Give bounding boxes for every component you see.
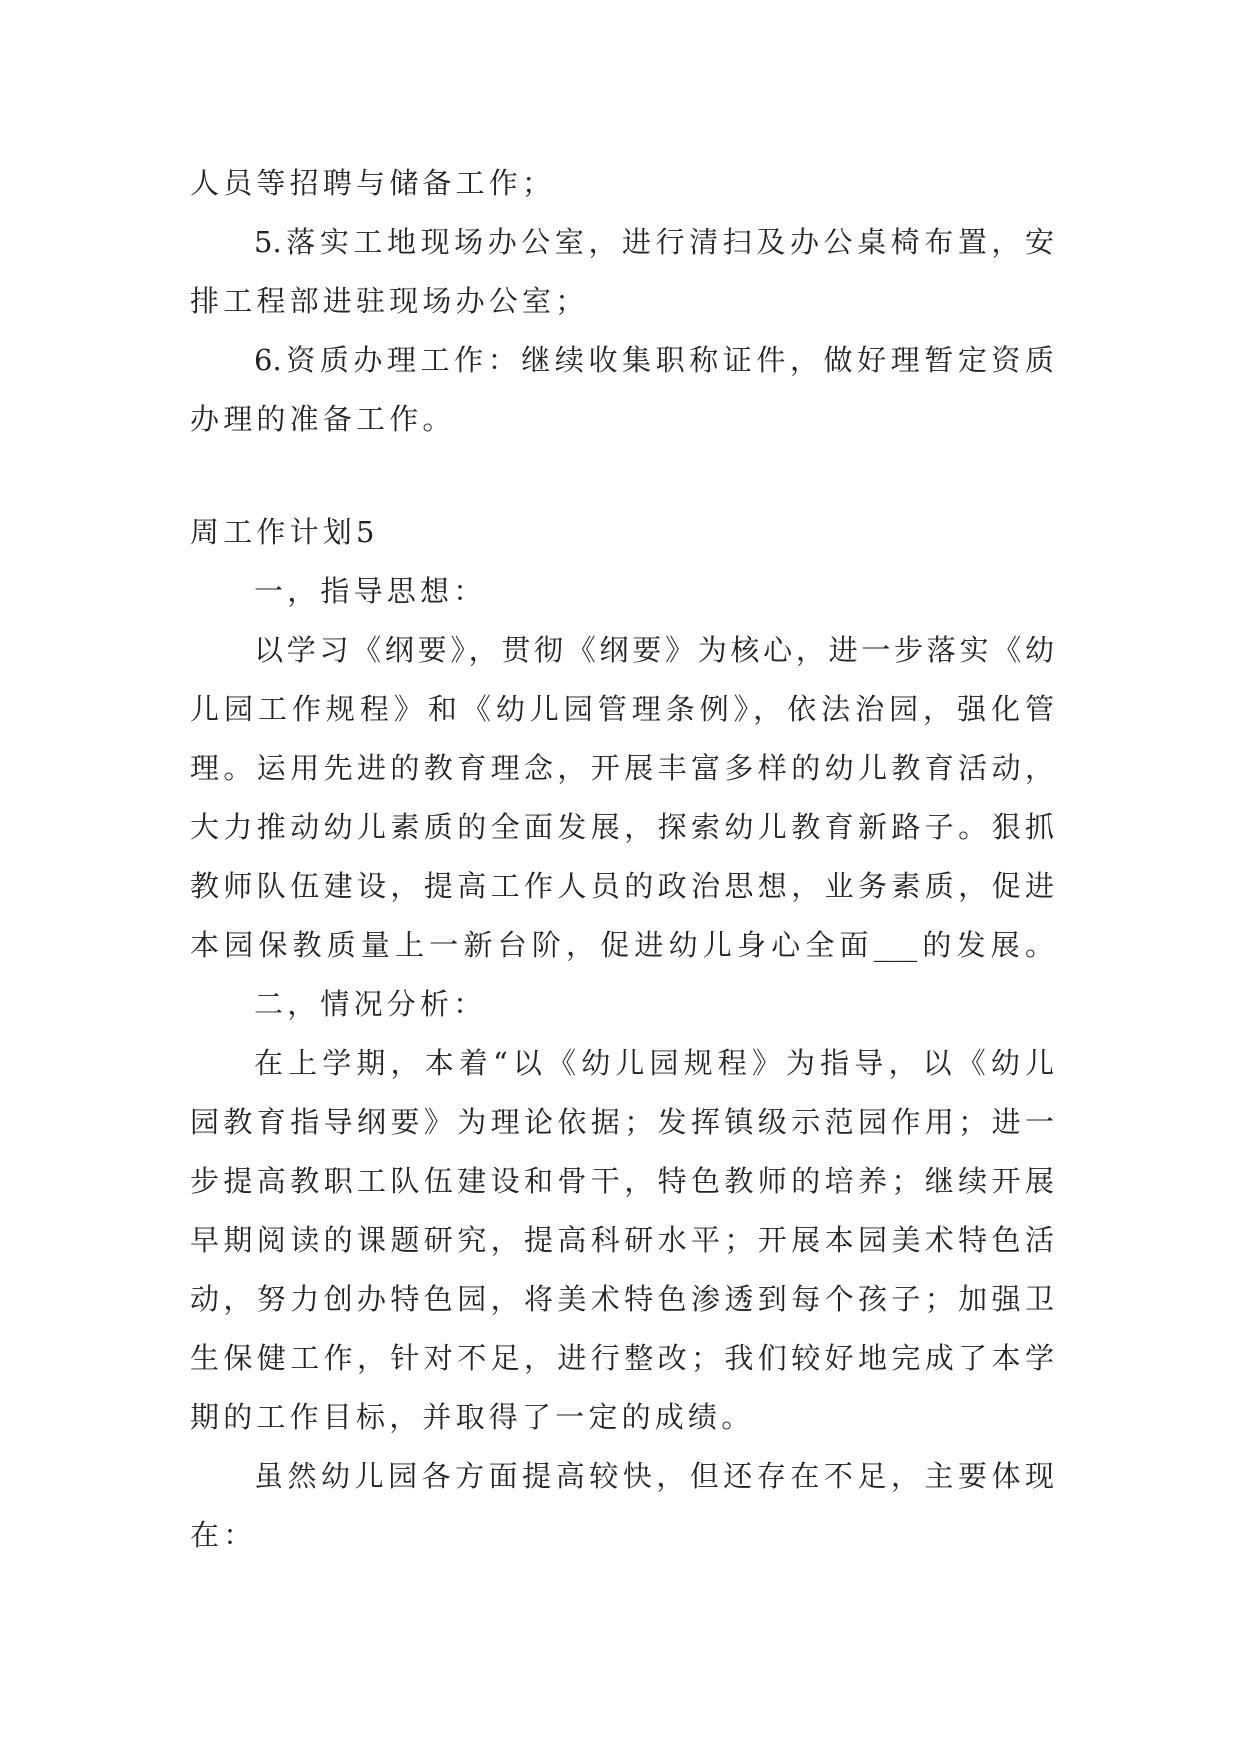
paragraph-line: 大力推动幼儿素质的全面发展，探索幼儿教育新路子。狠抓 (190, 810, 1054, 844)
list-item-6-line-1: 6.资质办理工作：继续收集职称证件，做好理暂定资质 (254, 343, 1054, 377)
list-item-5-line-2: 排工程部进驻现场办公室； (190, 284, 589, 318)
list-item-6-line-2: 办理的准备工作。 (190, 402, 456, 436)
paragraph-line: 在： (190, 1518, 257, 1552)
paragraph-line: 动，努力创办特色园，将美术特色渗透到每个孩子；加强卫 (190, 1282, 1054, 1316)
paragraph-line: 儿园工作规程》和《幼儿园管理条例》，依法治园，强化管 (190, 692, 1054, 726)
paragraph-line: 早期阅读的课题研究，提高科研水平；开展本园美术特色活 (190, 1223, 1054, 1257)
list-item-5-line-1: 5.落实工地现场办公室，进行清扫及办公桌椅布置，安 (254, 225, 1054, 259)
paragraph-line: 生保健工作，针对不足，进行整改；我们较好地完成了本学 (190, 1341, 1054, 1375)
section-title: 周工作计划5 (190, 515, 379, 549)
paragraph-line: 在上学期，本着“以《幼儿园规程》为指导，以《幼儿 (254, 1046, 1054, 1080)
paragraph-line: 步提高教职工队伍建设和骨干，特色教师的培养；继续开展 (190, 1164, 1054, 1198)
heading-situation-analysis: 二，情况分析： (254, 987, 487, 1021)
document-body (190, 154, 1054, 1565)
paragraph-line: 期的工作目标，并取得了一定的成绩。 (190, 1400, 755, 1434)
paragraph-line: 本园保教质量上一新台阶，促进幼儿身心全面___的发展。 (190, 928, 1054, 962)
heading-guiding-thought: 一，指导思想： (254, 574, 487, 608)
paragraph-line: 园教育指导纲要》为理论依据；发挥镇级示范园作用；进一 (190, 1105, 1054, 1139)
paragraph-line: 以学习《纲要》，贯彻《纲要》为核心，进一步落实《幼 (254, 633, 1054, 667)
paragraph-line: 理。运用先进的教育理念，开展丰富多样的幼儿教育活动， (190, 751, 1054, 785)
paragraph-line: 人员等招聘与储备工作； (190, 166, 556, 200)
paragraph-line: 教师队伍建设，提高工作人员的政治思想，业务素质，促进 (190, 869, 1054, 903)
paragraph-line: 虽然幼儿园各方面提高较快，但还存在不足，主要体现 (254, 1459, 1054, 1493)
